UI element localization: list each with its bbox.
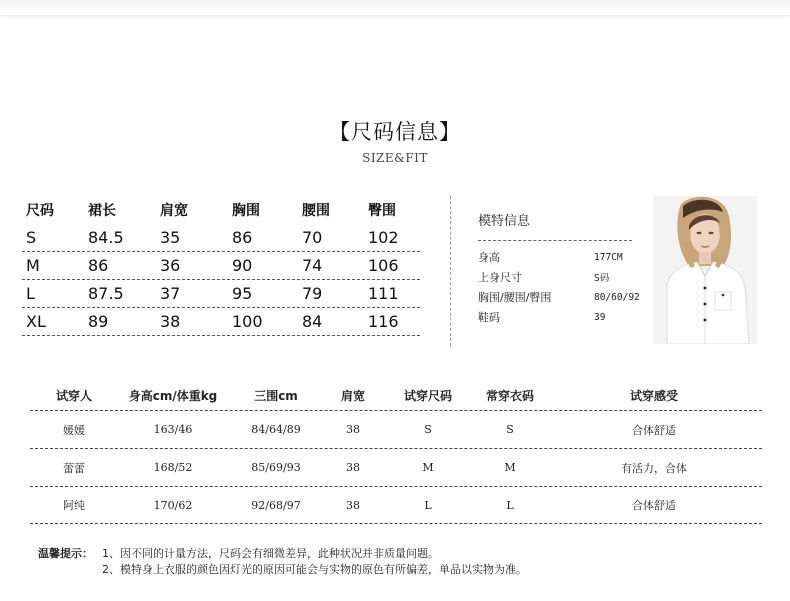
size-cell: XL [26, 312, 46, 331]
tips-line-1 [38, 546, 527, 562]
size-header-cell: 臀围 [368, 203, 396, 219]
fitting-cell: 蕾蕾 [63, 461, 85, 475]
size-cell: 89 [88, 312, 109, 331]
tips-text-2: 2、模特身上衣服的颜色因灯光的原因可能会与实物的原色有所偏差，单品以实物为准。 [102, 563, 527, 576]
fitting-header-cell: 三围cm [254, 388, 298, 403]
model-info-value: 177CM [594, 251, 623, 263]
model-photo-illustration [653, 196, 757, 344]
size-cell: 84.5 [88, 228, 124, 247]
fitting-cell: S [424, 423, 432, 436]
size-header-cell: 裙长 [88, 203, 116, 219]
model-info [478, 210, 648, 327]
size-row [22, 224, 420, 252]
tips-text-1: 1、因不同的计量方法，尺码会有细微差异，此种状况并非质量问题。 [102, 547, 439, 560]
model-info-row [478, 287, 648, 307]
size-cell: 100 [232, 312, 263, 331]
fitting-cell: M [504, 461, 516, 474]
size-cell: 84 [302, 312, 323, 331]
size-table [22, 196, 420, 336]
fitting-cell: L [506, 498, 514, 512]
size-cell: 35 [160, 228, 181, 247]
fitting-cell: 媛媛 [63, 423, 85, 437]
fitting-cell: 163/46 [153, 423, 193, 436]
size-row [22, 252, 420, 280]
size-cell: 38 [160, 312, 181, 331]
model-info-key: 胸围/腰围/臀围 [478, 291, 552, 304]
model-info-row [478, 267, 648, 287]
model-info-key: 上身尺寸 [478, 271, 522, 284]
size-cell: 37 [160, 284, 181, 303]
model-info-row [478, 247, 648, 267]
title-english: SIZE&FIT [362, 151, 428, 165]
size-header-cell: 肩宽 [160, 203, 188, 219]
fitting-cell: L [424, 498, 432, 512]
fitting-header-cell: 试穿人 [55, 388, 92, 403]
size-cell: 95 [232, 284, 253, 303]
size-header-cell: 尺码 [26, 203, 54, 219]
size-cell: 116 [368, 312, 399, 331]
size-row [22, 308, 420, 336]
fitting-cell: S [506, 423, 514, 436]
title-chinese: 【尺码信息】 [329, 120, 461, 144]
tips-label: 温馨提示： [38, 547, 93, 560]
fitting-cell: 合体舒适 [632, 423, 676, 437]
size-cell: 90 [232, 256, 253, 275]
model-info-key: 鞋码 [478, 311, 500, 324]
size-header-cell: 胸围 [232, 203, 260, 219]
size-header-cell: 腰围 [302, 203, 330, 219]
size-cell: 79 [302, 284, 323, 303]
size-cell: 106 [368, 256, 399, 275]
fitting-cell: 有活力，合体 [621, 461, 687, 475]
tips-section [38, 546, 527, 578]
fitting-row [30, 448, 762, 486]
fitting-header-cell: 身高cm/体重kg [128, 388, 218, 403]
model-info-key: 身高 [478, 251, 500, 264]
size-cell: M [26, 256, 40, 275]
fitting-table-header [30, 380, 762, 410]
fitting-cell: 38 [346, 461, 360, 474]
size-cell: 36 [160, 256, 181, 275]
fitting-table [30, 380, 762, 524]
model-photo [653, 196, 757, 344]
fitting-cell: M [422, 461, 434, 474]
top-shadow-bar [0, 0, 790, 16]
tips-line-2 [38, 562, 527, 578]
model-info-value: 39 [594, 311, 606, 323]
fitting-cell: 38 [346, 498, 360, 512]
fitting-cell: 阿纯 [63, 499, 85, 512]
fitting-header-cell: 试穿感受 [629, 388, 678, 403]
model-info-value: 80/60/92 [594, 291, 640, 303]
model-info-value: S码 [594, 273, 610, 284]
model-info-title: 模特信息 [478, 214, 531, 229]
size-table-header [22, 196, 420, 224]
fitting-cell: 92/68/97 [251, 498, 301, 512]
fitting-cell: 170/62 [153, 498, 193, 512]
fitting-cell: 合体舒适 [632, 499, 676, 512]
model-info-divider [478, 240, 632, 241]
size-cell: 70 [302, 228, 323, 247]
section-title [0, 116, 790, 165]
model-info-list [478, 247, 648, 327]
size-row [22, 280, 420, 308]
fitting-cell: 38 [346, 423, 360, 436]
size-cell: 86 [232, 228, 253, 247]
fitting-cell: 84/64/89 [251, 423, 301, 436]
fitting-row [30, 410, 762, 448]
size-cell: 86 [88, 256, 109, 275]
fitting-header-cell: 试穿尺码 [403, 388, 452, 403]
fitting-header-cell: 肩宽 [340, 388, 365, 403]
vertical-divider [450, 196, 451, 346]
fitting-cell: 85/69/93 [251, 461, 301, 474]
fitting-cell: 168/52 [153, 461, 193, 474]
size-cell: 87.5 [88, 284, 124, 303]
size-cell: 102 [368, 228, 399, 247]
fitting-row [30, 486, 762, 524]
size-cell: 74 [302, 256, 323, 275]
size-cell: 111 [368, 284, 399, 303]
model-info-row [478, 307, 648, 327]
fitting-header-cell: 常穿衣码 [485, 388, 534, 403]
size-cell: L [26, 284, 35, 303]
size-cell: S [26, 228, 37, 247]
